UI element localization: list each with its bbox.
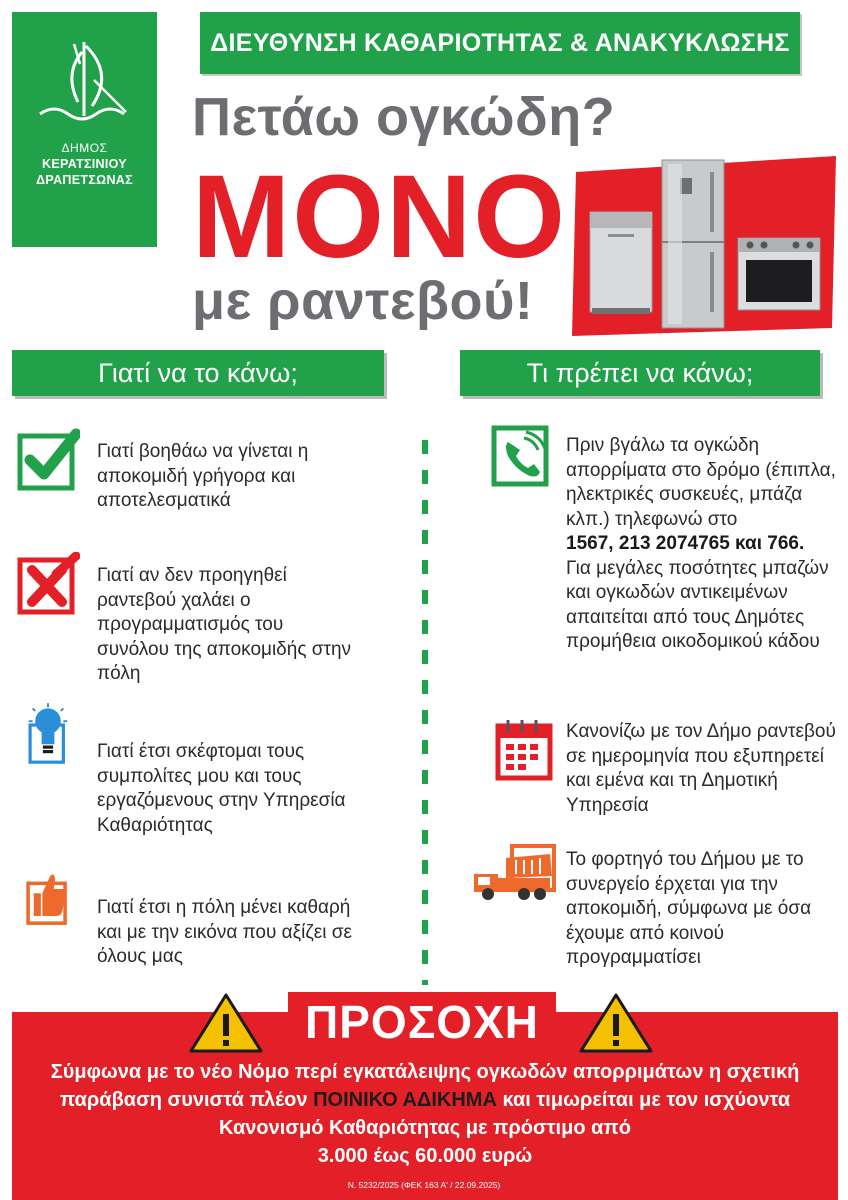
thumbs-up-icon [16, 862, 80, 926]
checkmark-icon [16, 428, 80, 492]
fine-amount: 3.000 έως 60.000 ευρώ [317, 1145, 533, 1167]
what-item-3: Το φορτηγό του Δήμου με το συνεργείο έρχεται για την αποκομιδή, σύμφωνα με όσα έχουμε από κοινού προγραμματίσει [566, 849, 812, 968]
why-item-1: Γιατί βοηθάω να γίνεται η αποκομιδή γρήγορα και αποτελεσματικά [97, 441, 309, 511]
headline-only: ΜΟΝΟ [192, 151, 568, 283]
calendar-icon [494, 718, 558, 782]
logo-line-2: ΚΕΡΑΤΣΙΝΙΟΥ [42, 157, 127, 171]
cross-icon [16, 552, 80, 616]
attention-message [30, 1058, 820, 1170]
appliances-illustration [570, 150, 840, 340]
what-item-1-text-before: Πριν βγάλω τα ογκώδη απορρίματα στο δρόμο (έπιπλα, ηλεκτρικές συσκευές, μπάζα κλπ.) τηλεφωνώ στο [566, 435, 836, 530]
ship-logo-icon [34, 34, 134, 134]
headline-question: Πετάω ογκώδη? [192, 87, 616, 147]
law-reference: Ν. 5232/2025 (ΦΕΚ 163 Α' / 22.09.2025) [347, 1180, 501, 1190]
attention-text-before: Σύμφωνα με το νέο Νόμο περί εγκατάλειψης ογκωδών απορριμάτων η σχετική παράβαση συνιστά πλέον [50, 1061, 800, 1111]
lightbulb-icon [16, 702, 80, 766]
municipality-logo [12, 12, 157, 247]
warning-left-icon [188, 992, 264, 1054]
why-item-2: Γιατί αν δεν προηγηθεί ραντεβού χαλάει ο προγραμματισμός του συνόλου της αποκομιδής στην πόλη [97, 565, 352, 684]
logo-line-3: ΔΡΑΠΕΤΣΩΝΑΣ [36, 173, 133, 187]
logo-line-1: ΔΗΜΟΣ [61, 141, 108, 155]
why-item-4: Γιατί έτσι η πόλη μένει καθαρή και με την εικόνα που αξίζει σε όλους μας [97, 897, 352, 967]
phone-icon [490, 424, 554, 488]
column-divider [422, 440, 428, 985]
attention-text-after: και τιμωρείται με τον ισχύοντα Κανονισμό Καθαριότητας με πρόστιμο από [219, 1089, 791, 1139]
contact-phones: 1567, 213 2074765 και 766. [566, 533, 805, 554]
truck-icon [472, 844, 558, 902]
criminal-offence-highlight: ΠΟΙΝΙΚΟ ΑΔΙΚΗΜΑ [313, 1089, 497, 1111]
oven-icon [738, 238, 820, 310]
dishwasher-icon [590, 212, 652, 314]
what-to-do-section-title: Τι πρέπει να κάνω; [460, 350, 820, 396]
fridge-icon [662, 160, 724, 328]
department-banner: ΔΙΕΥΘΥΝΣΗ ΚΑΘΑΡΙΟΤΗΤΑΣ & ΑΝΑΚΥΚΛΩΣΗΣ [200, 12, 800, 74]
headline-appointment: με ραντεβού! [192, 271, 534, 331]
why-section-title: Γιατί να το κάνω; [12, 350, 384, 396]
warning-right-icon [578, 992, 654, 1054]
what-item-2: Κανονίζω με τον Δήμο ραντεβού σε ημερομηνία που εξυπηρετεί και εμένα και τη Δημοτική Υπηρεσία [566, 721, 836, 816]
attention-title: ΠΡΟΣΟΧΗ [288, 992, 556, 1052]
what-item-1 [566, 434, 838, 655]
why-item-3: Γιατί έτσι σκέφτομαι τους συμπολίτες μου και τους εργαζόμενους στην Υπηρεσία Καθαριότητας [97, 741, 346, 836]
what-item-1-text-after: Για μεγάλες ποσότητες μπαζών και ογκωδών αντικειμένων απαιτείται από τους Δημότες προμήθεια οικοδομικού κάδου [566, 557, 829, 652]
